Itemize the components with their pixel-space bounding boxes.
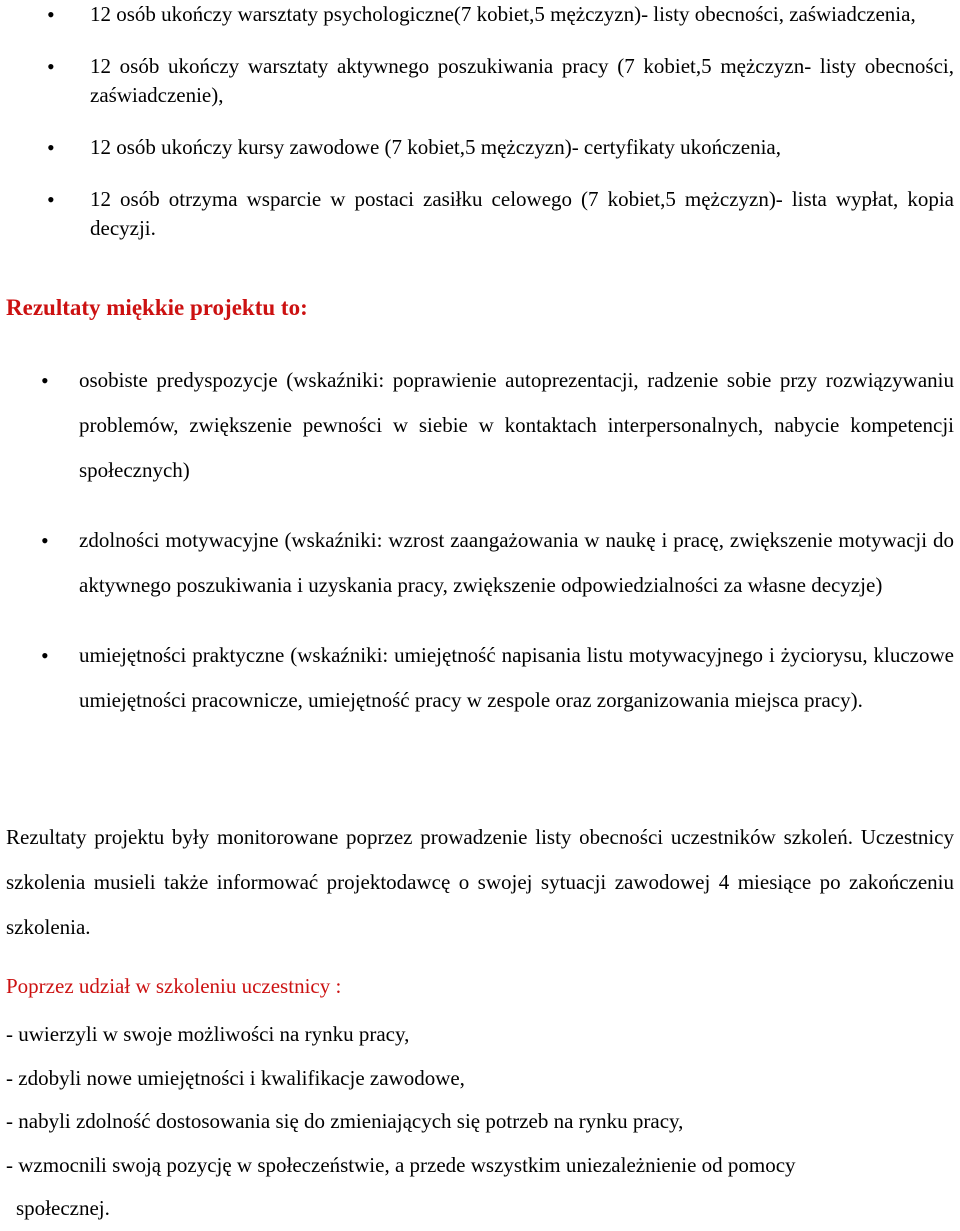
bullet-icon: • <box>41 528 49 553</box>
soft-result-item <box>0 518 960 608</box>
participants-list-item: - nabyli zdolność dostosowania się do zmieniających się potrzeb na rynku pracy, <box>6 1109 684 1133</box>
outcome-item <box>0 133 960 162</box>
outcome-text: 12 osób otrzyma wsparcie w postaci zasiłku celowego (7 kobiet,5 mężczyzn)- lista wypłat, kopia decyzji. <box>90 187 954 240</box>
soft-results-list <box>0 358 960 748</box>
soft-result-item <box>0 633 960 723</box>
outcome-text: 12 osób ukończy kursy zawodowe (7 kobiet,5 mężczyzn)- certyfikaty ukończenia, <box>90 135 782 159</box>
soft-result-text: zdolności motywacyjne (wskaźniki: wzrost zaangażowania w naukę i pracę, zwiększenie motywacji do aktywnego poszukiwania i uzyskania pracy, zwiększenie odpowiedzialności za własne decyzje) <box>79 528 954 597</box>
monitoring-paragraph: Rezultaty projektu były monitorowane poprzez prowadzenie listy obecności uczestników szkoleń. Uczestnicy szkolenia musieli także informować projektodawcę o swojej sytuacji zawodowej 4 miesiące po zakończeniu szkolenia. <box>6 825 954 939</box>
participants-list-item: - uwierzyli w swoje możliwości na rynku pracy, <box>6 1022 410 1046</box>
outcome-item <box>0 185 960 243</box>
bullet-icon: • <box>41 368 49 393</box>
soft-result-text: osobiste predyspozycje (wskaźniki: poprawienie autoprezentacji, radzenie sobie przy rozwiązywaniu problemów, zwiększenie pewności w siebie w kontaktach interpersonalnych, nabycie kompetencji społecznych) <box>79 368 954 482</box>
bullet-icon: • <box>41 643 49 668</box>
participants-list-item-text: - wzmocnili swoją pozycję w społeczeństwie, a przede wszystkim uniezależnienie od pomocy <box>6 1152 796 1177</box>
bullet-icon: • <box>47 54 55 79</box>
soft-results-heading: Rezultaty miękkie projektu to: <box>6 295 308 320</box>
participants-list-item <box>6 1144 954 1231</box>
participants-heading: Poprzez udział w szkoleniu uczestnicy : <box>6 974 342 998</box>
outcome-text: 12 osób ukończy warsztaty aktywnego poszukiwania pracy (7 kobiet,5 mężczyzn- listy obecności, zaświadczenie), <box>90 54 954 107</box>
soft-result-text: umiejętności praktyczne (wskaźniki: umiejętność napisania listu motywacyjnego i życiorysu, kluczowe umiejętności pracownicze, umiejętność pracy w zespole oraz zorganizowania miejsca pracy). <box>79 643 954 712</box>
outcomes-list <box>0 0 960 266</box>
outcome-item <box>0 52 960 110</box>
participants-list-item: - zdobyli nowe umiejętności i kwalifikacje zawodowe, <box>6 1065 465 1090</box>
bullet-icon: • <box>47 2 55 27</box>
bullet-icon: • <box>47 187 55 212</box>
bullet-icon: • <box>47 135 55 160</box>
participants-list <box>6 1013 954 1231</box>
participants-list-item-continuation: społecznej. <box>16 1196 110 1220</box>
soft-result-item <box>0 358 960 493</box>
outcome-item <box>0 0 960 29</box>
outcome-text: 12 osób ukończy warsztaty psychologiczne(7 kobiet,5 mężczyzn)- listy obecności, zaświadczenia, <box>90 2 916 26</box>
